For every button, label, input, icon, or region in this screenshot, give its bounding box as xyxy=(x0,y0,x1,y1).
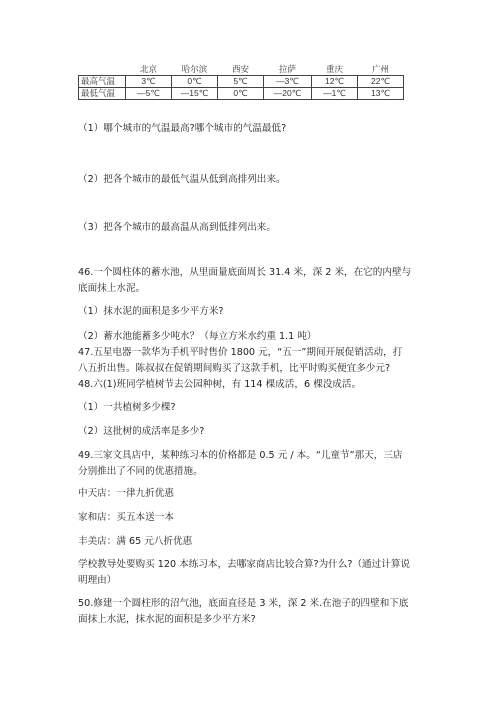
problem-46-line2: 底面抹上水泥。 xyxy=(78,283,146,294)
problem-49-question-line1: 学校教导处要购买 120 本练习本，去哪家商店比较合算?为什么?（通过计算说 xyxy=(78,559,410,570)
header-lhasa: 拉萨 xyxy=(264,64,312,76)
table-cell: 12℃ xyxy=(312,76,358,88)
header-xian: 西安 xyxy=(218,64,264,76)
table-row-min xyxy=(79,88,404,100)
problem-46-sub2: （2）蓄水池能蓄多少吨水？（每立方米水约重 1.1 吨） xyxy=(78,331,317,342)
row-label-max: 最高气温 xyxy=(79,76,126,88)
table-cell: 13℃ xyxy=(358,88,404,100)
table-cell: 0℃ xyxy=(218,88,264,100)
problem-49-line1: 49.三家文具店中，某种练习本的价格都是 0.5 元 / 本。“儿童节”那天，三店 xyxy=(78,450,403,461)
store-fengmei: 丰美店：满 65 元八折优惠 xyxy=(78,536,193,547)
problem-46-sub1: （1）抹水泥的面积是多少平方米? xyxy=(78,306,224,317)
problem-48-sub2: （2）这批树的成活率是多少? xyxy=(78,426,205,437)
header-guangzhou: 广州 xyxy=(358,64,404,76)
row-label-min: 最低气温 xyxy=(79,88,126,100)
problem-48: 48.六(1)班同学植树节去公园种树，有 114 棵成活，6 棵没成活。 xyxy=(78,379,362,390)
table-cell: 3℃ xyxy=(126,76,172,88)
problem-49-question-line2: 明理由） xyxy=(78,575,117,586)
question-q2: （2）把各个城市的最低气温从低到高排列出来。 xyxy=(78,174,286,185)
table-cell: 0℃ xyxy=(172,76,218,88)
problem-50-line2: 面抹上水泥，抹水泥的面积是多少平方米? xyxy=(78,614,256,625)
problem-49-line2: 分别推出了不同的优惠措施。 xyxy=(78,466,203,477)
problem-46-line1: 46.一个圆柱体的蓄水池，从里面量底面周长 31.4 米，深 2 米，在它的内壁与 xyxy=(78,267,412,278)
table-corner-cell xyxy=(79,64,126,76)
table-cell: —1℃ xyxy=(312,88,358,100)
question-q1: （1）哪个城市的气温最高?哪个城市的气温最低? xyxy=(78,123,287,134)
problem-47-line1: 47.五星电器一款华为手机平时售价 1800 元，“五一”期间开展促销活动，打 xyxy=(78,347,403,358)
header-beijing: 北京 xyxy=(126,64,172,76)
table-cell: —15℃ xyxy=(172,88,218,100)
table-cell: 22℃ xyxy=(358,76,404,88)
table-cell: —20℃ xyxy=(264,88,312,100)
store-jiahe: 家和店：买五本送一本 xyxy=(78,512,174,523)
problem-48-sub1: （1）一共植树多少棵? xyxy=(78,402,176,413)
store-zhongtian: 中天店：一律九折优惠 xyxy=(78,488,174,499)
problem-50-line1: 50.修建一个圆柱形的沼气池，底面直径是 3 米，深 2 米.在池子的四壁和下底 xyxy=(78,598,409,609)
header-chongqing: 重庆 xyxy=(312,64,358,76)
header-harbin: 哈尔滨 xyxy=(172,64,218,76)
table-cell: 5℃ xyxy=(218,76,264,88)
temperature-table xyxy=(78,64,404,100)
table-header-row xyxy=(79,64,404,76)
table-cell: —5℃ xyxy=(126,88,172,100)
problem-47-line2: 八五折出售。陈叔叔在促销期间购买了这款手机，比平时购买便宜多少元? xyxy=(78,363,391,374)
question-q3: （3）把各个城市的最高温从高到低排列出来。 xyxy=(78,222,276,233)
table-row-max xyxy=(79,76,404,88)
table-cell: —3℃ xyxy=(264,76,312,88)
